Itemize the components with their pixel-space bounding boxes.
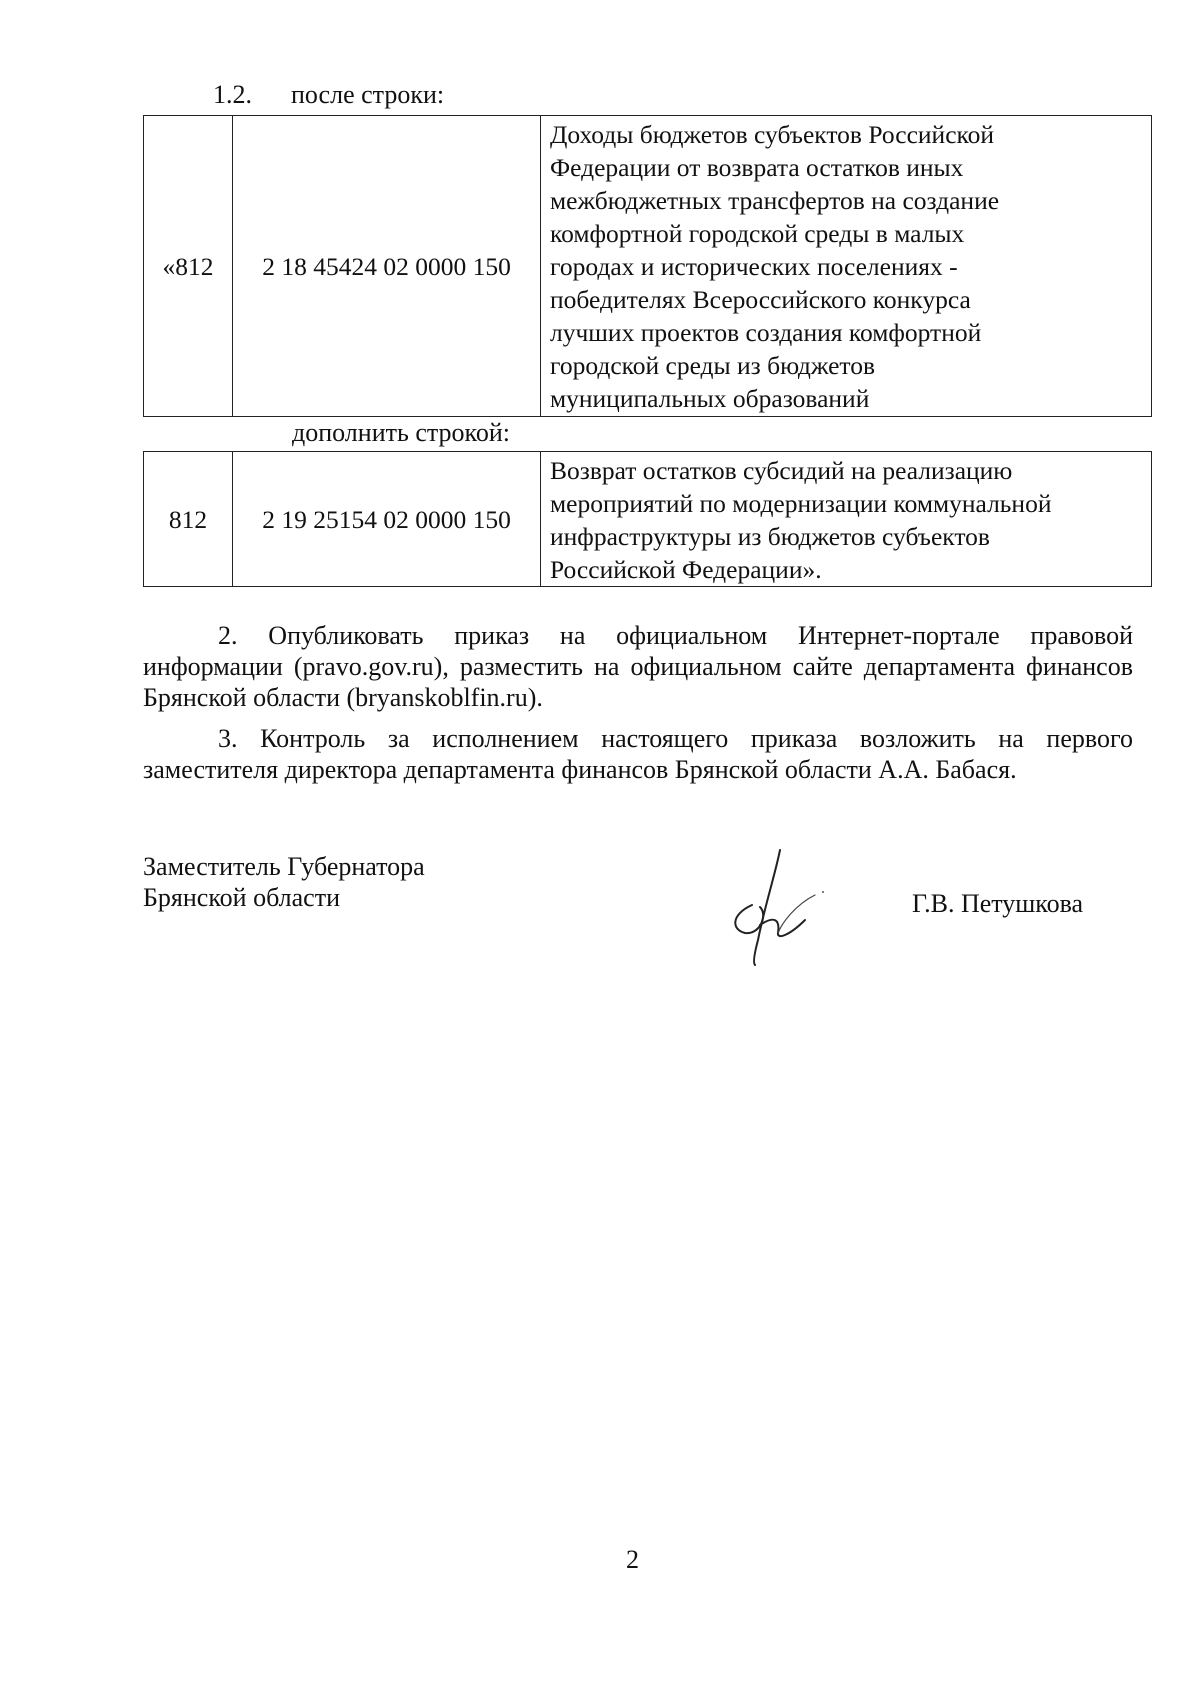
description-line: Доходы бюджетов субъектов Российской (550, 120, 994, 149)
description-line: лучших проектов создания комфортной (550, 318, 982, 347)
signatory-name: Г.В. Петушкова (912, 889, 1084, 918)
code-table-added (143, 451, 1152, 587)
table-row (144, 452, 1152, 587)
table-row (144, 116, 1152, 417)
description-line: Российской Федерации». (550, 555, 822, 584)
signatory-title-line: Брянской области (143, 883, 340, 912)
admin-code-cell: 812 (144, 452, 233, 587)
description-line: мероприятий по модернизации коммунальной (550, 489, 1052, 518)
description-cell (541, 116, 1152, 417)
paragraph-control: 3. Контроль за исполнением настоящего приказа возложить на первого заместителя директора департамента финансов Брянской области А.А. Бабася. (143, 724, 1133, 784)
description-line: муниципальных образований (550, 384, 870, 413)
description-cell (541, 452, 1152, 587)
section-heading (213, 79, 444, 111)
signatory-title-line: Заместитель Губернатора (143, 852, 425, 881)
budget-code-cell: 2 18 45424 02 0000 150 (233, 116, 541, 417)
description-line: межбюджетных трансфертов на создание (550, 186, 1000, 215)
description-line: Федерации от возврата остатков иных (550, 153, 964, 182)
signatory-title (143, 851, 425, 913)
description-line: комфортной городской среды в малых (550, 219, 965, 248)
admin-code-cell: «812 (144, 116, 233, 417)
section-number: 1.2. (213, 80, 252, 109)
paragraph-publish: 2. Опубликовать приказ на официальном Интернет-портале правовой информации (pravo.gov.ru), разместить на официальном сайте департамента финансов Брянской области (bryanskoblfin.ru). (143, 621, 1133, 712)
add-line-label: дополнить строкой: (292, 418, 510, 447)
page-number: 2 (626, 1545, 639, 1574)
description-line: инфраструктуры из бюджетов субъектов (550, 522, 990, 551)
description-line: городах и исторических поселениях - (550, 252, 958, 281)
budget-code-cell: 2 19 25154 02 0000 150 (233, 452, 541, 587)
handwritten-signature (720, 845, 850, 970)
description-line: городской среды из бюджетов (550, 351, 876, 380)
description-line: победителях Всероссийского конкурса (550, 285, 971, 314)
code-table-before (143, 115, 1152, 417)
description-line: Возврат остатков субсидий на реализацию (550, 456, 1013, 485)
section-text: после строки: (291, 80, 445, 109)
